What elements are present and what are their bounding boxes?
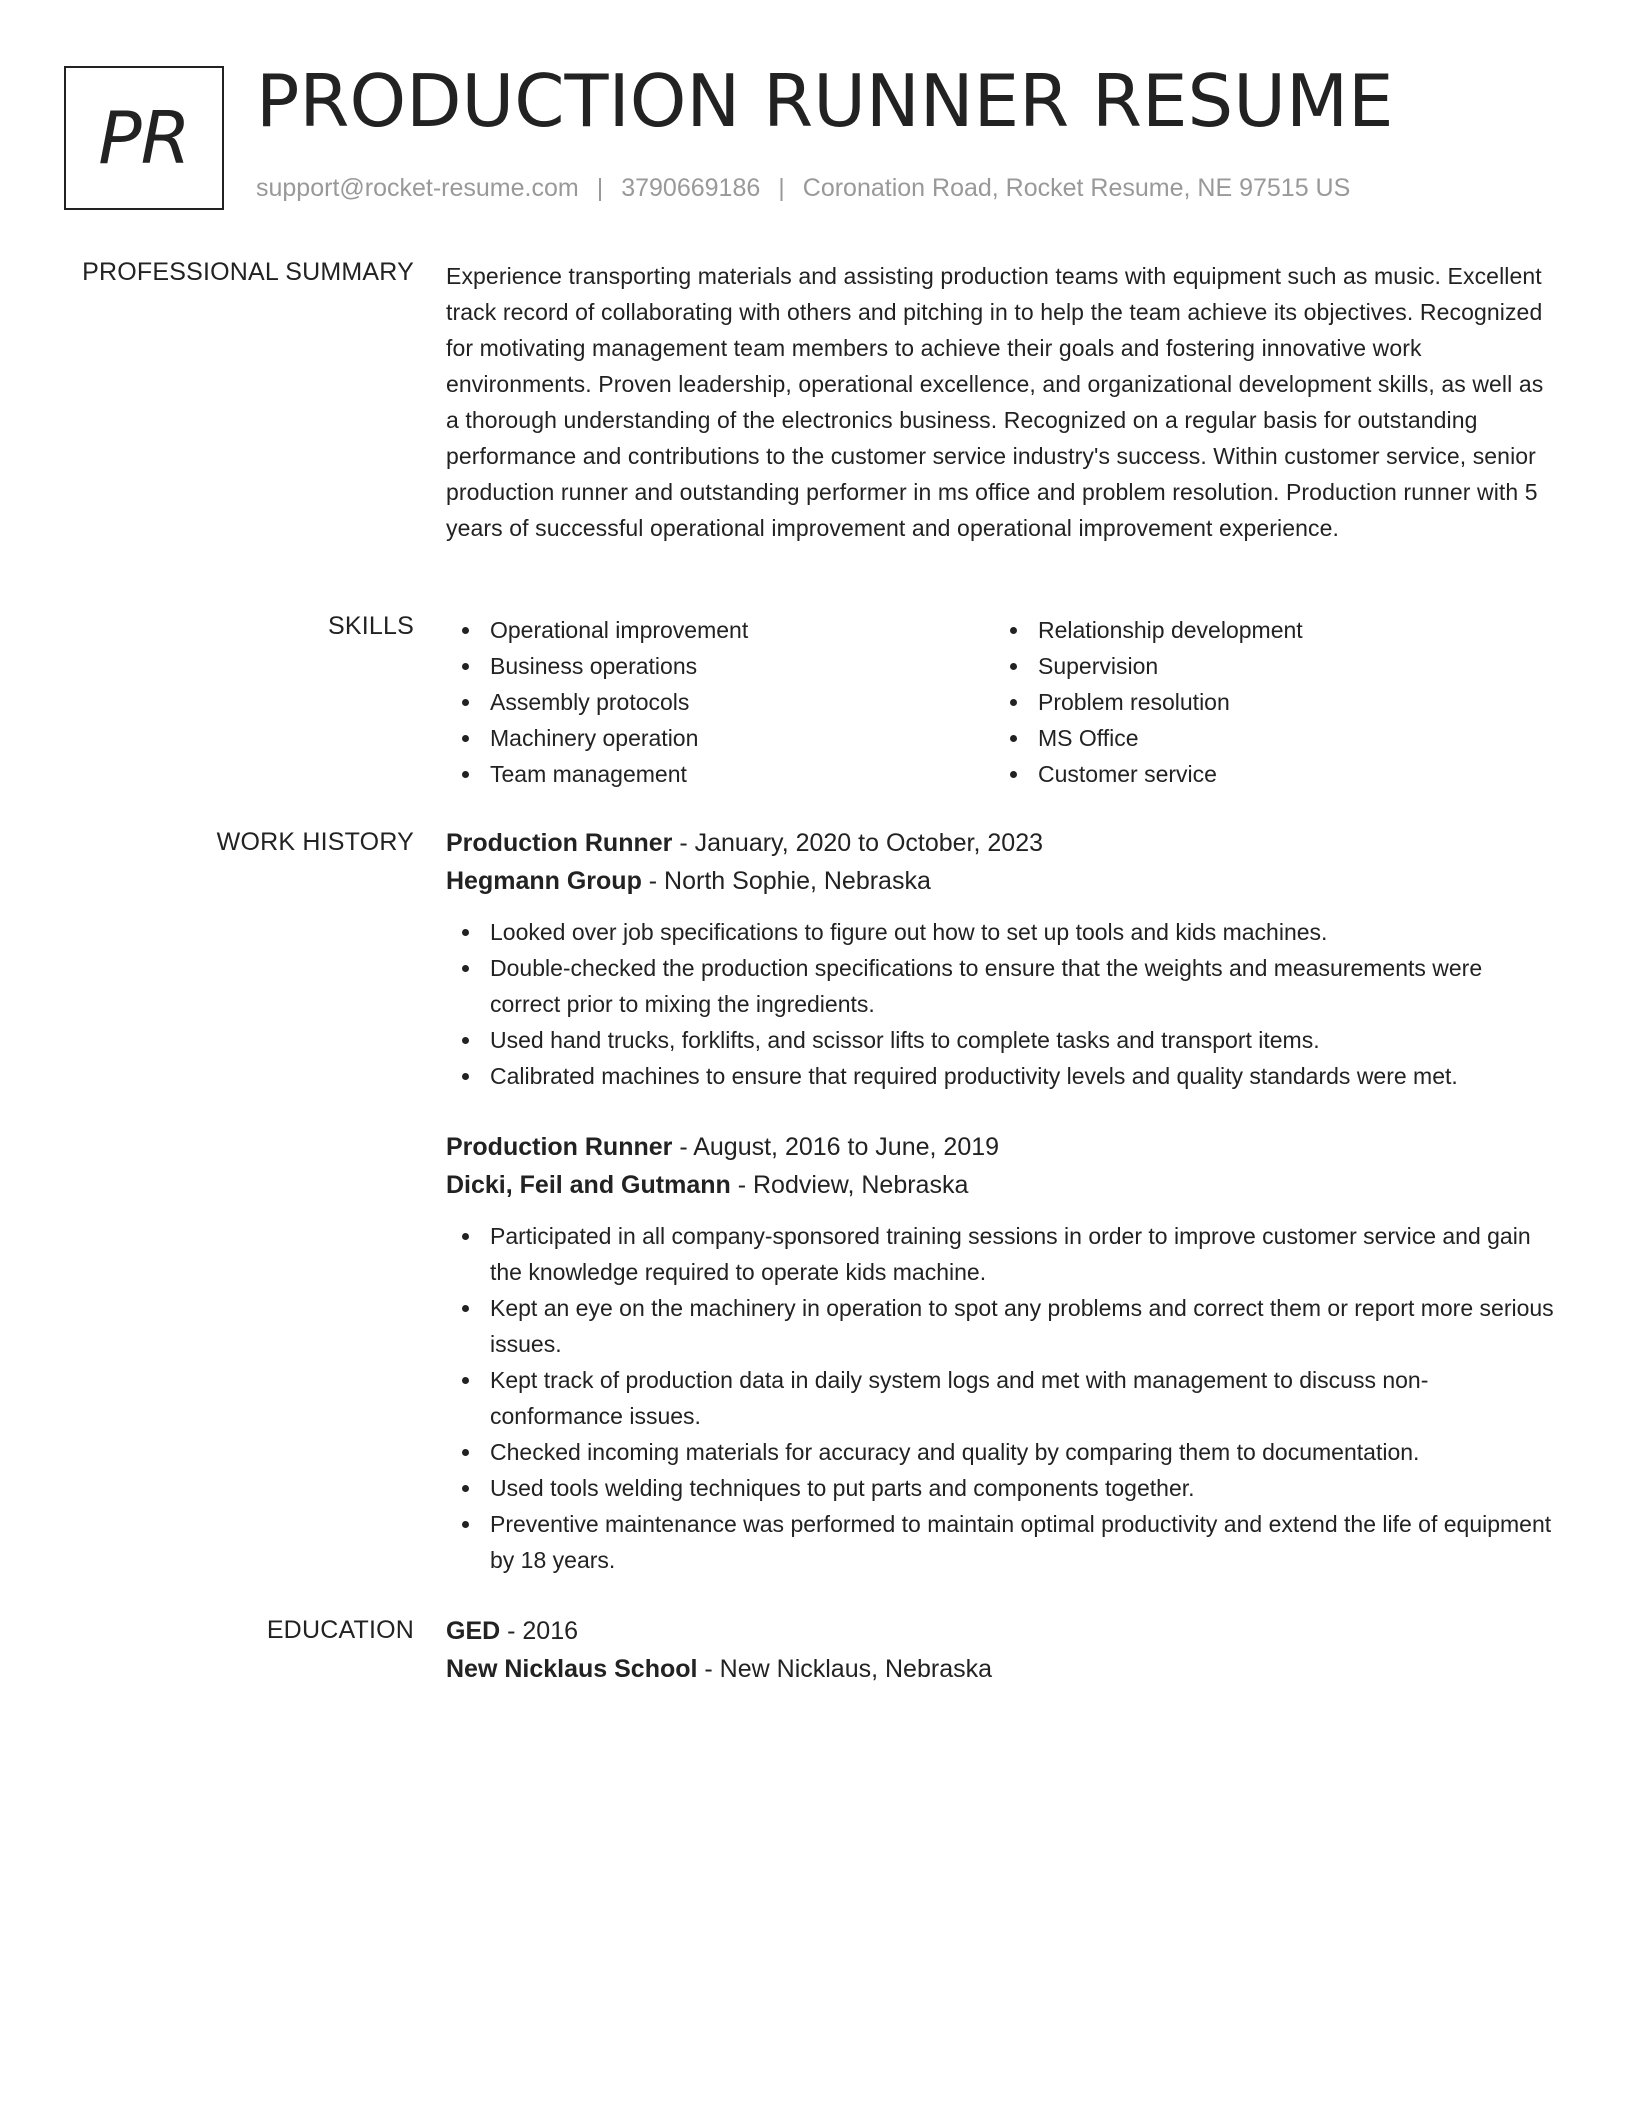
job-location: - North Sophie, Nebraska bbox=[641, 867, 931, 895]
job-bullet: Calibrated machines to ensure that required productivity levels and quality standards were met. bbox=[446, 1058, 1558, 1094]
summary-text: Experience transporting materials and assisting production teams with equipment such as music. Excellent track record of collaborating with others and pitching in to help the team achieve its objectives. Recognized for motivating management team members to achieve their goals and fostering innovative work environments. Proven leadership, operational excellence, and organizational development skills, as well as a thorough understanding of the electronics business. Recognized on a regular basis for outstanding performance and contributions to the customer service industry's success. Within customer service, senior production runner and outstanding performer in ms office and problem resolution. Production runner with 5 years of successful operational improvement and operational improvement experience. bbox=[446, 263, 1544, 541]
job-bullet: Kept an eye on the machinery in operation to spot any problems and correct them or report more serious issues. bbox=[446, 1290, 1558, 1362]
contact-address: Coronation Road, Rocket Resume, NE 97515 US bbox=[802, 174, 1351, 202]
job-company: Hegmann Group bbox=[446, 867, 642, 895]
job-company: Dicki, Feil and Gutmann bbox=[446, 1171, 731, 1199]
job-company-line bbox=[446, 862, 1558, 900]
job-location: - Rodview, Nebraska bbox=[730, 1171, 969, 1199]
contact-separator: | bbox=[778, 174, 785, 202]
contact-line bbox=[256, 174, 1350, 203]
skill-item: Relationship development bbox=[994, 612, 1542, 648]
skills-column-left bbox=[446, 612, 994, 792]
skill-item: Business operations bbox=[446, 648, 994, 684]
job-bullets bbox=[446, 1218, 1558, 1578]
education-year: - 2016 bbox=[500, 1617, 579, 1645]
job-entry bbox=[446, 824, 1558, 1094]
skill-item: Problem resolution bbox=[994, 684, 1542, 720]
job-dates: - August, 2016 to June, 2019 bbox=[672, 1133, 1000, 1161]
job-bullet: Looked over job specifications to figure out how to set up tools and kids machines. bbox=[446, 914, 1558, 950]
education-school-line bbox=[446, 1650, 1558, 1688]
section-label-work-history: WORK HISTORY bbox=[216, 828, 414, 856]
skill-item: Assembly protocols bbox=[446, 684, 994, 720]
job-bullet: Used hand trucks, forklifts, and scissor lifts to complete tasks and transport items. bbox=[446, 1022, 1558, 1058]
section-label-summary: PROFESSIONAL SUMMARY bbox=[82, 258, 414, 286]
job-title-line bbox=[446, 1128, 1558, 1166]
job-dates: - January, 2020 to October, 2023 bbox=[672, 829, 1043, 857]
job-title: Production Runner bbox=[446, 829, 673, 857]
job-bullet: Used tools welding techniques to put parts and components together. bbox=[446, 1470, 1558, 1506]
section-label-education: EDUCATION bbox=[266, 1616, 414, 1644]
job-bullet: Preventive maintenance was performed to maintain optimal productivity and extend the life of equipment by 18 years. bbox=[446, 1506, 1558, 1578]
contact-separator: | bbox=[596, 174, 604, 202]
skill-item: Supervision bbox=[994, 648, 1542, 684]
job-bullet: Kept track of production data in daily system logs and met with management to discuss non-conformance issues. bbox=[446, 1362, 1558, 1434]
skills-list bbox=[446, 612, 1558, 792]
education-degree: GED bbox=[446, 1617, 501, 1645]
job-bullet: Participated in all company-sponsored training sessions in order to improve customer service and gain the knowledge required to operate kids machine. bbox=[446, 1218, 1558, 1290]
job-title-line bbox=[446, 824, 1558, 862]
job-bullets bbox=[446, 914, 1558, 1094]
education-entry bbox=[446, 1612, 1558, 1688]
education-school: New Nicklaus School bbox=[446, 1655, 698, 1683]
education-degree-line bbox=[446, 1612, 1558, 1650]
skill-item: Operational improvement bbox=[446, 612, 994, 648]
job-bullet: Checked incoming materials for accuracy and quality by comparing them to documentation. bbox=[446, 1434, 1558, 1470]
skill-item: Customer service bbox=[994, 756, 1542, 792]
monogram-box bbox=[64, 66, 224, 210]
job-entry bbox=[446, 1128, 1558, 1578]
contact-email[interactable]: support@rocket-resume.com bbox=[256, 174, 579, 202]
section-label-skills: SKILLS bbox=[328, 612, 414, 640]
job-bullet: Double-checked the production specifications to ensure that the weights and measurements were correct prior to mixing the ingredients. bbox=[446, 950, 1558, 1022]
skill-item: Team management bbox=[446, 756, 994, 792]
skill-item: Machinery operation bbox=[446, 720, 994, 756]
skill-item: MS Office bbox=[994, 720, 1542, 756]
skills-column-right bbox=[994, 612, 1542, 792]
job-company-line bbox=[446, 1166, 1558, 1204]
contact-phone[interactable]: 3790669186 bbox=[621, 174, 761, 202]
education-location: - New Nicklaus, Nebraska bbox=[697, 1655, 992, 1683]
monogram-initials: PR bbox=[98, 96, 190, 180]
resume-title: PRODUCTION RUNNER RESUME bbox=[256, 59, 1394, 143]
job-title: Production Runner bbox=[446, 1133, 673, 1161]
